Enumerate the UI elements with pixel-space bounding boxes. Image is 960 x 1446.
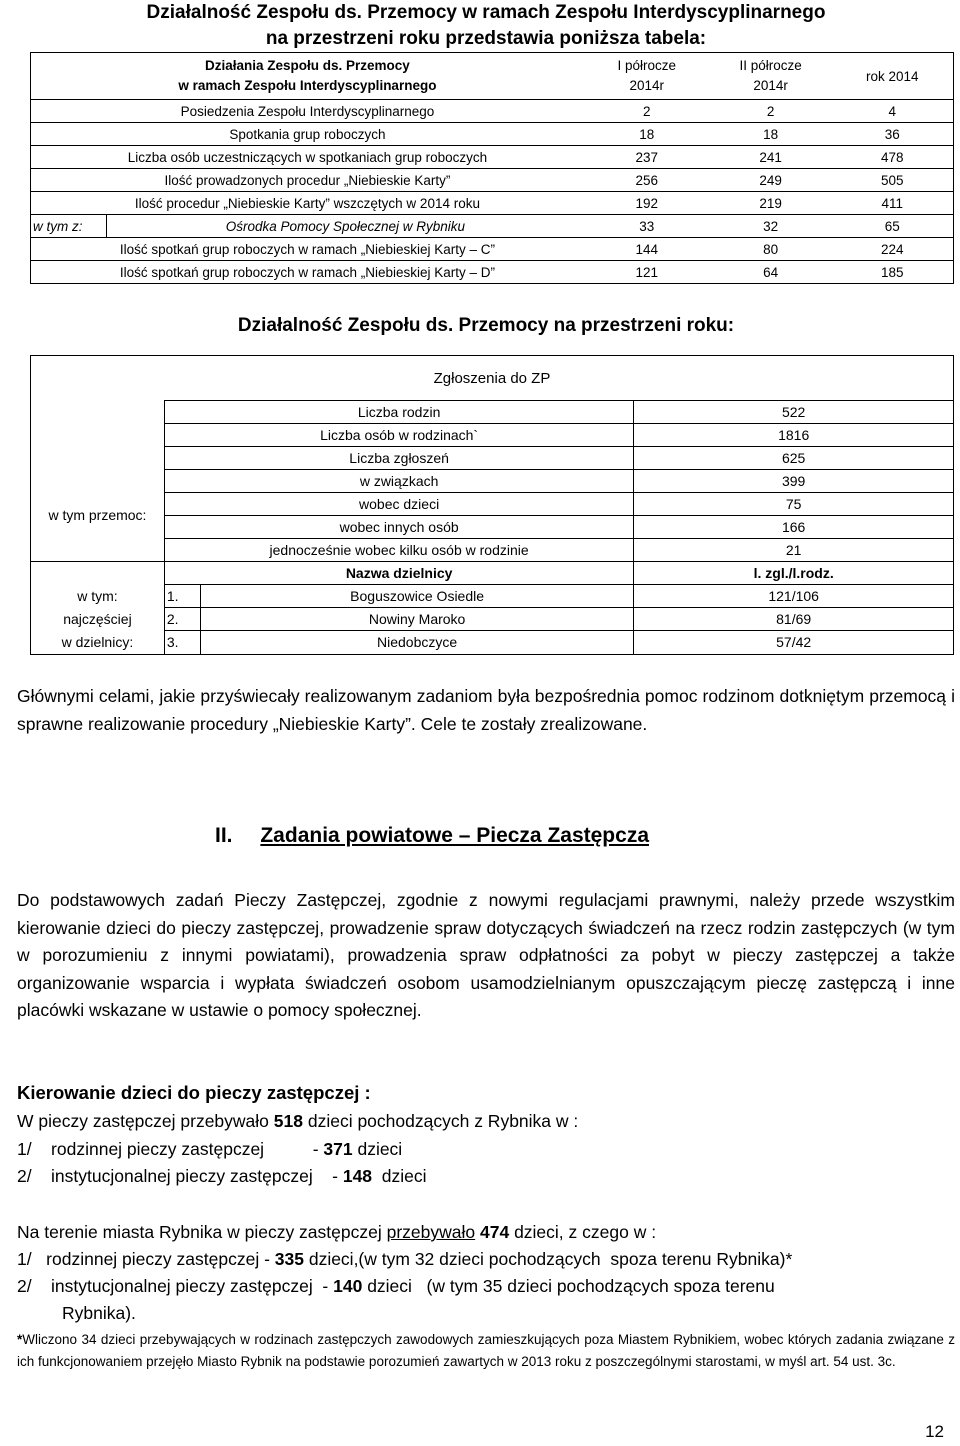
city-line-4: Rybnika). [62,1303,136,1323]
city-line-1: Na terenie miasta Rybnika w pieczy zastępczej przebywało 474 dzieci, z czego w : [17,1222,657,1242]
reports-title-row [31,356,954,401]
table-row: Liczba osób uczestniczących w spotkaniach grup roboczych 237 241 478 [31,146,954,169]
table-row: w tym: najczęściej w dzielnicy: 1. Boguszowice Osiedle 121/106 [31,585,954,608]
table-subrow: w tym z: Ośrodka Pomocy Społecznej w Rybniku 33 32 65 [31,215,954,238]
przemoc-label: w tym przemoc: [31,470,165,562]
violence-team-activity-table [30,52,954,284]
foster-care-paragraph: Do podstawowych zadań Pieczy Zastępczej, zgodnie z nowymi regulacjami prawnymi, należy przede wszystkim kierowanie dzieci do pieczy zastępczej, prowadzenie spraw dotyczących świadczeń na rzecz rodzin zastępczych (w tym w porozumieniu z innymi powiatami), prowadzenia spraw odpłatności za pobyt w pieczy zastępczej a także organizowanie wsparcia i wypłata świadczeń osobom usamodzielnianym opuszczającym pieczę zastępczą i inne placówki wskazane w ustawie o pomocy społecznej. [17,890,955,1020]
table-row: Ilość spotkań grup roboczych w ramach „Niebieskiej Karty – C” 144 80 224 [31,238,954,261]
header-activity: Działania Zespołu ds. Przemocy w ramach Zespołu Interdyscyplinarnego [31,53,584,100]
table-row: jednocześnie wobec kilku osób w rodzinie 21 [31,539,954,562]
header-half-2: II półrocze 2014r [710,53,832,100]
header-year: rok 2014 [832,53,954,100]
heading-line-1: Działalność Zespołu ds. Przemocy w ramach Zespołu Interdyscyplinarnego [146,2,826,23]
table-row: Liczba osób w rodzinach` 1816 [31,424,954,447]
section-heading-1 [0,0,960,52]
goals-paragraph: Głównymi celami, jakie przyświecały realizowanym zadaniom była bezpośrednia pomoc rodzinom dotkniętym przemocą i sprawne realizowanie procedury „Niebieskie Karty”. Cele te zostały zrealizowane. [17,686,955,734]
table-row: Ilość prowadzonych procedur „Niebieskie Karty” 256 249 505 [31,169,954,192]
subrow-prefix: w tym z: [31,215,107,238]
table-row: 3. Niedobczyce 57/42 [31,631,954,654]
table-row: Liczba rodzin 522 [31,401,954,424]
placement-heading: Kierowanie dzieci do pieczy zastępczej : [17,1082,371,1103]
district-label: w tym: najczęściej w dzielnicy: [31,585,165,655]
table-row: Spotkania grup roboczych 18 18 36 [31,123,954,146]
section-heading-2: Działalność Zespołu ds. Przemocy na przestrzeni roku: [237,315,735,336]
table-row: Ilość procedur „Niebieskie Karty” wszczętych w 2014 roku 192 219 411 [31,192,954,215]
district-header-row: Nazwa dzielnicy l. zgl./l.rodz. [31,562,954,585]
reports-table [30,355,954,655]
section-2-title [215,824,649,848]
table-row: 2. Nowiny Maroko 81/69 [31,608,954,631]
reports-title: Zgłoszenia do ZP [433,369,551,387]
heading-line-2: na przestrzeni roku przedstawia poniższa tabela: [265,28,707,49]
header-half-1: I półrocze 2014r [584,53,710,100]
section-2-title-text: Zadania powiatowe – Piecza Zastępcza [260,824,649,847]
table-row: Posiedzenia Zespołu Interdyscyplinarnego 2 2 4 [31,100,954,123]
table-row: w tym przemoc: w związkach 399 [31,470,954,493]
placement-line-1: W pieczy zastępczej przebywało 518 dzieci pochodzących z Rybnika w : [17,1111,579,1131]
table-row: wobec innych osób 166 [31,516,954,539]
table-row: Liczba zgłoszeń 625 [31,447,954,470]
placement-line-2: 1/ rodzinnej pieczy zastępczej - 371 dzieci [17,1139,403,1159]
page-number: 12 [925,1422,944,1441]
table-row: Ilość spotkań grup roboczych w ramach „Niebieskiej Karty – D” 121 64 185 [31,261,954,284]
placement-line-3: 2/ instytucjonalnej pieczy zastępczej - 148 dzieci [17,1166,427,1186]
section-2-number: II. [215,824,233,847]
table-row: wobec dzieci 75 [31,493,954,516]
city-line-2: 1/ rodzinnej pieczy zastępczej - 335 dzieci,(w tym 32 dzieci pochodzących spoza terenu Rybnika)* [17,1249,793,1269]
city-line-3: 2/ instytucjonalnej pieczy zastępczej - 140 dzieci (w tym 35 dzieci pochodzących spoza terenu [17,1276,775,1296]
footnote: *Wliczono 34 dzieci przebywających w rodzinach zastępczych zawodowych zamieszkujących poza Miastem Rybnikiem, wobec których zadania związane z ich funkcjonowaniem przejęło Miasto Rybnik na podstawie porozumień zawartych w 2013 roku z poszczególnymi starostami, w myśl art. 54 ust. 3c. [17,1332,955,1369]
table-header-row [31,53,954,100]
